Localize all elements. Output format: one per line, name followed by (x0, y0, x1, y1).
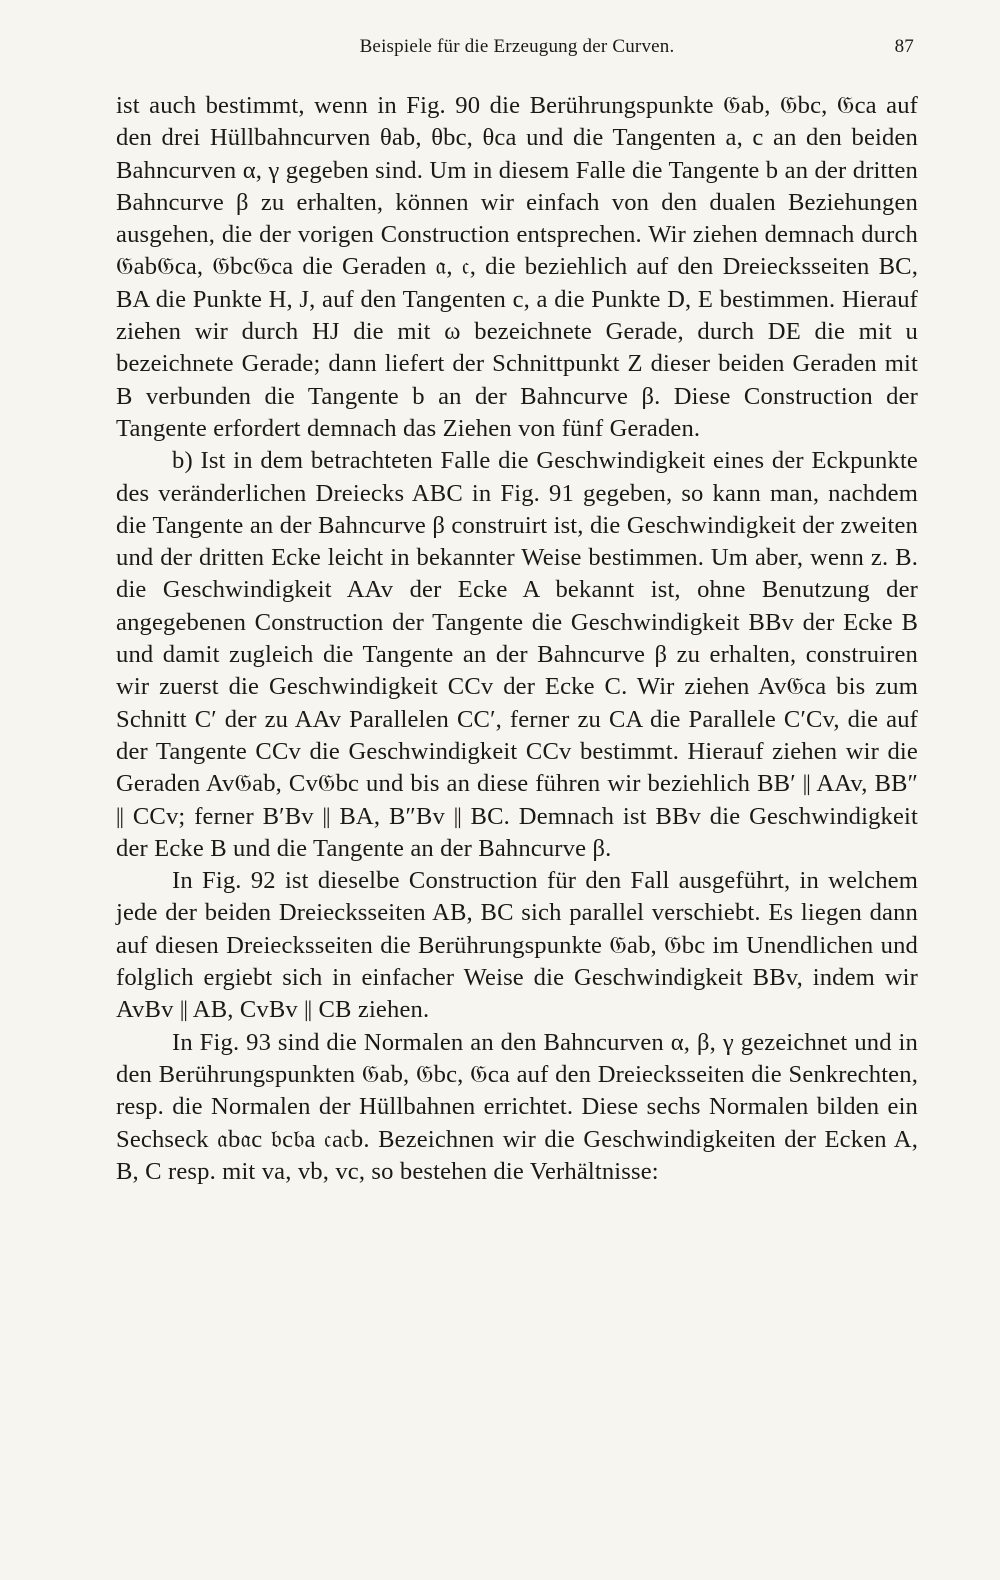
page-number: 87 (894, 36, 914, 57)
paragraph-fig-92: In Fig. 92 ist dieselbe Construction für den Fall ausgeführt, in welchem jede der beiden Dreiecksseiten AB, BC sich parallel verschiebt. Es liegen dann auf diesen Dreiecksseiten die Berührungspunkte 𝔊ab, 𝔊bc im Unendlichen und folglich ergiebt sich in einfacher Weise die Geschwindigkeit BBv, indem wir AvBv ∥ AB, CvBv ∥ CB ziehen. (116, 867, 918, 1024)
running-header (116, 36, 918, 66)
running-title: Beispiele für die Erzeugung der Curven. (359, 36, 675, 57)
paragraph-velocity-construction: b) Ist in dem betrachteten Falle die Geschwindigkeit eines der Eckpunkte des veränderlichen Dreiecks ABC in Fig. 91 gegeben, so kann man, nachdem die Tangente an der Bahncurve β construirt ist, die Geschwindigkeit der zweiten und der dritten Ecke leicht in bekannter Weise bestimmen. Um aber, wenn z. B. die Geschwindigkeit AAv der Ecke A bekannt ist, ohne Benutzung der angegebenen Construction der Tangente die Geschwindigkeit BBv der Ecke B und damit zugleich die Tangente an der Bahncurve β zu erhalten, construiren wir zuerst die Geschwindigkeit CCv der Ecke C. Wir ziehen Av𝔊ca bis zum Schnitt C′ der zu AAv Parallelen CC′, ferner zu CA die Parallele C′Cv, die auf der Tangente CCv die Geschwindigkeit CCv bestimmt. Hierauf ziehen wir die Geraden Av𝔊ab, Cv𝔊bc und bis an diese führen wir beziehlich BB′ ∥ AAv, BB″ ∥ CCv; ferner B′Bv ∥ BA, B″Bv ∥ BC. Demnach ist BBv die Geschwindigkeit der Ecke B und die Tangente an der Bahncurve β. (116, 447, 918, 862)
book-page (116, 36, 918, 1188)
body-text (116, 90, 918, 1188)
paragraph-fig-93: In Fig. 93 sind die Normalen an den Bahncurven α, β, γ gezeichnet und in den Berührungspunkten 𝔊ab, 𝔊bc, 𝔊ca auf den Dreiecksseiten die Senkrechten, resp. die Normalen der Hüllbahnen errichtet. Diese sechs Normalen bilden ein Sechseck 𝔞b𝔞c 𝔟c𝔟a 𝔠a𝔠b. Bezeichnen wir die Geschwindigkeiten der Ecken A, B, C resp. mit va, vb, vc, so bestehen die Verhältnisse: (116, 1028, 918, 1185)
paragraph-tangent-construction: ist auch bestimmt, wenn in Fig. 90 die Berührungspunkte 𝔊ab, 𝔊bc, 𝔊ca auf den drei Hüllbahncurven θab, θbc, θca und die Tangenten a, c an den beiden Bahncurven α, γ gegeben sind. Um in diesem Falle die Tangente b an der dritten Bahncurve β zu erhalten, können wir einfach von den dualen Beziehungen ausgehen, die der vorigen Construction entsprechen. Wir ziehen demnach durch 𝔊ab𝔊ca, 𝔊bc𝔊ca die Geraden 𝔞, 𝔠, die beziehlich auf den Dreiecksseiten BC, BA die Punkte H, J, auf den Tangenten c, a die Punkte D, E bestimmen. Hierauf ziehen wir durch HJ die mit ω bezeichnete Gerade, durch DE die mit u bezeichnete Gerade; dann liefert der Schnittpunkt Z dieser beiden Geraden mit B verbunden die Tangente b an der Bahncurve β. Diese Construction der Tangente erfordert demnach das Ziehen von fünf Geraden. (116, 92, 918, 442)
